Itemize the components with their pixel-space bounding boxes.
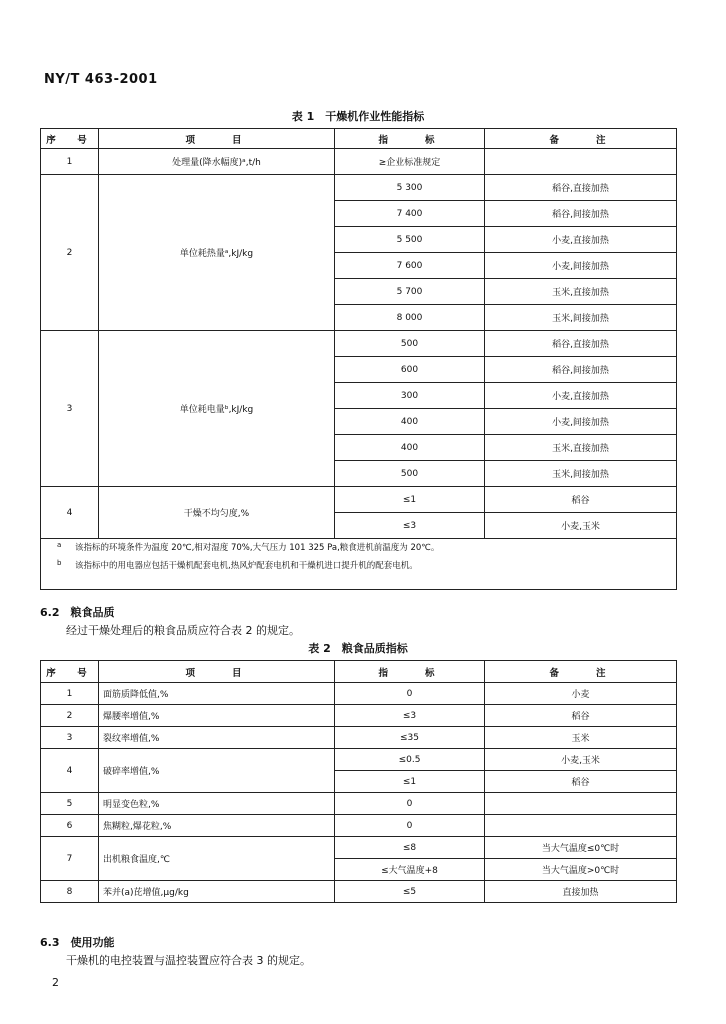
table-row [41, 837, 677, 859]
header-indicator: 指 标 [335, 129, 485, 149]
row-remark: 小麦,直接加热 [485, 227, 677, 253]
row-item: 裂纹率增值,% [99, 727, 335, 749]
row-remark [485, 793, 677, 815]
row-number: 2 [41, 705, 99, 727]
row-number: 8 [41, 881, 99, 903]
row-number: 3 [41, 727, 99, 749]
table1-notes-row [41, 539, 677, 590]
header-no: 序 号 [41, 661, 99, 683]
row-remark: 玉米,直接加热 [485, 435, 677, 461]
row-remark: 小麦,间接加热 [485, 409, 677, 435]
table-row [41, 487, 677, 513]
row-number: 6 [41, 815, 99, 837]
table2-grain-quality [40, 660, 677, 903]
row-indicator: 500 [335, 331, 485, 357]
table-row [41, 683, 677, 705]
row-item: 爆腰率增值,% [99, 705, 335, 727]
row-remark: 小麦 [485, 683, 677, 705]
header-remark: 备 注 [485, 129, 677, 149]
table-row [41, 705, 677, 727]
row-remark: 玉米 [485, 727, 677, 749]
section-6-3-text: 干燥机的电控装置与温控装置应符合表 3 的规定。 [66, 954, 311, 967]
header-no: 序 号 [41, 129, 99, 149]
table1-performance-indicators [40, 128, 677, 590]
table1-notes [41, 539, 677, 590]
row-remark: 稻谷 [485, 705, 677, 727]
note-b-mark: b [57, 559, 62, 567]
row-remark [485, 815, 677, 837]
row-remark: 小麦,间接加热 [485, 253, 677, 279]
row-indicator: ≤3 [335, 705, 485, 727]
table-row [41, 331, 677, 357]
row-remark: 小麦,玉米 [485, 749, 677, 771]
row-number: 4 [41, 749, 99, 793]
row-number: 1 [41, 149, 99, 175]
row-remark: 当大气温度≤0℃时 [485, 837, 677, 859]
note-b [57, 557, 672, 575]
row-item: 面筋质降低值,% [99, 683, 335, 705]
row-indicator: ≤35 [335, 727, 485, 749]
row-indicator: 5 300 [335, 175, 485, 201]
row-item: 单位耗电量ᵇ,kJ/kg [99, 331, 335, 487]
row-item: 干燥不均匀度,% [99, 487, 335, 539]
table2-header-row [41, 661, 677, 683]
row-remark: 稻谷 [485, 771, 677, 793]
row-remark: 小麦,玉米 [485, 513, 677, 539]
row-indicator: ≤大气温度+8 [335, 859, 485, 881]
row-indicator: 400 [335, 409, 485, 435]
row-number: 1 [41, 683, 99, 705]
header-item: 项 目 [99, 661, 335, 683]
table1-header-row [41, 129, 677, 149]
row-indicator: ≤1 [335, 771, 485, 793]
row-indicator: 8 000 [335, 305, 485, 331]
row-indicator: ≤8 [335, 837, 485, 859]
row-number: 7 [41, 837, 99, 881]
table-row [41, 175, 677, 201]
header-remark: 备 注 [485, 661, 677, 683]
note-b-text: 该指标中的用电器应包括干燥机配套电机,热风炉配套电机和干燥机进口提升机的配套电机。 [75, 561, 418, 571]
row-indicator: 7 400 [335, 201, 485, 227]
row-item: 明显变色粒,% [99, 793, 335, 815]
row-indicator: ≤0.5 [335, 749, 485, 771]
row-indicator: ≤1 [335, 487, 485, 513]
header-item: 项 目 [99, 129, 335, 149]
row-item: 破碎率增值,% [99, 749, 335, 793]
row-remark: 直接加热 [485, 881, 677, 903]
row-remark: 稻谷,直接加热 [485, 175, 677, 201]
row-indicator: 0 [335, 683, 485, 705]
row-item: 单位耗热量ᵃ,kJ/kg [99, 175, 335, 331]
row-indicator: 7 600 [335, 253, 485, 279]
row-indicator: ≥企业标准规定 [335, 149, 485, 175]
note-a [57, 539, 672, 557]
row-indicator: ≤5 [335, 881, 485, 903]
table-row [41, 727, 677, 749]
row-remark: 稻谷 [485, 487, 677, 513]
row-indicator: 0 [335, 793, 485, 815]
row-remark: 玉米,间接加热 [485, 305, 677, 331]
section-6-2-text: 经过干燥处理后的粮食品质应符合表 2 的规定。 [66, 624, 300, 637]
row-indicator: 5 500 [335, 227, 485, 253]
row-item: 苯并(a)芘增值,μg/kg [99, 881, 335, 903]
row-remark: 玉米,间接加热 [485, 461, 677, 487]
row-item: 处理量(降水幅度)ᵃ,t/h [99, 149, 335, 175]
note-a-mark: a [57, 541, 62, 549]
section-6-2-title: 6.2 粮食品质 [40, 606, 115, 619]
row-number: 4 [41, 487, 99, 539]
table-row [41, 149, 677, 175]
table2-caption: 表 2 粮食品质指标 [308, 642, 408, 655]
row-number: 2 [41, 175, 99, 331]
table-row [41, 815, 677, 837]
standard-number: NY/T 463-2001 [44, 72, 158, 87]
row-remark: 当大气温度>0℃时 [485, 859, 677, 881]
note-a-text: 该指标的环境条件为温度 20℃,相对湿度 70%,大气压力 101 325 Pa,粮食进机前温度为 20℃。 [75, 543, 440, 553]
row-remark: 稻谷,直接加热 [485, 331, 677, 357]
row-indicator: ≤3 [335, 513, 485, 539]
row-indicator: 300 [335, 383, 485, 409]
row-item: 焦糊粒,爆花粒,% [99, 815, 335, 837]
table-row [41, 793, 677, 815]
table-row [41, 749, 677, 771]
table1-caption: 表 1 干燥机作业性能指标 [291, 110, 425, 123]
row-remark [485, 149, 677, 175]
row-item: 出机粮食温度,℃ [99, 837, 335, 881]
row-remark: 稻谷,间接加热 [485, 357, 677, 383]
row-indicator: 5 700 [335, 279, 485, 305]
page-number: 2 [52, 976, 59, 989]
row-remark: 小麦,直接加热 [485, 383, 677, 409]
row-number: 3 [41, 331, 99, 487]
header-indicator: 指 标 [335, 661, 485, 683]
row-indicator: 0 [335, 815, 485, 837]
row-remark: 玉米,直接加热 [485, 279, 677, 305]
table-row [41, 881, 677, 903]
row-indicator: 500 [335, 461, 485, 487]
row-number: 5 [41, 793, 99, 815]
row-indicator: 600 [335, 357, 485, 383]
row-indicator: 400 [335, 435, 485, 461]
section-6-3-title: 6.3 使用功能 [40, 936, 115, 949]
row-remark: 稻谷,间接加热 [485, 201, 677, 227]
